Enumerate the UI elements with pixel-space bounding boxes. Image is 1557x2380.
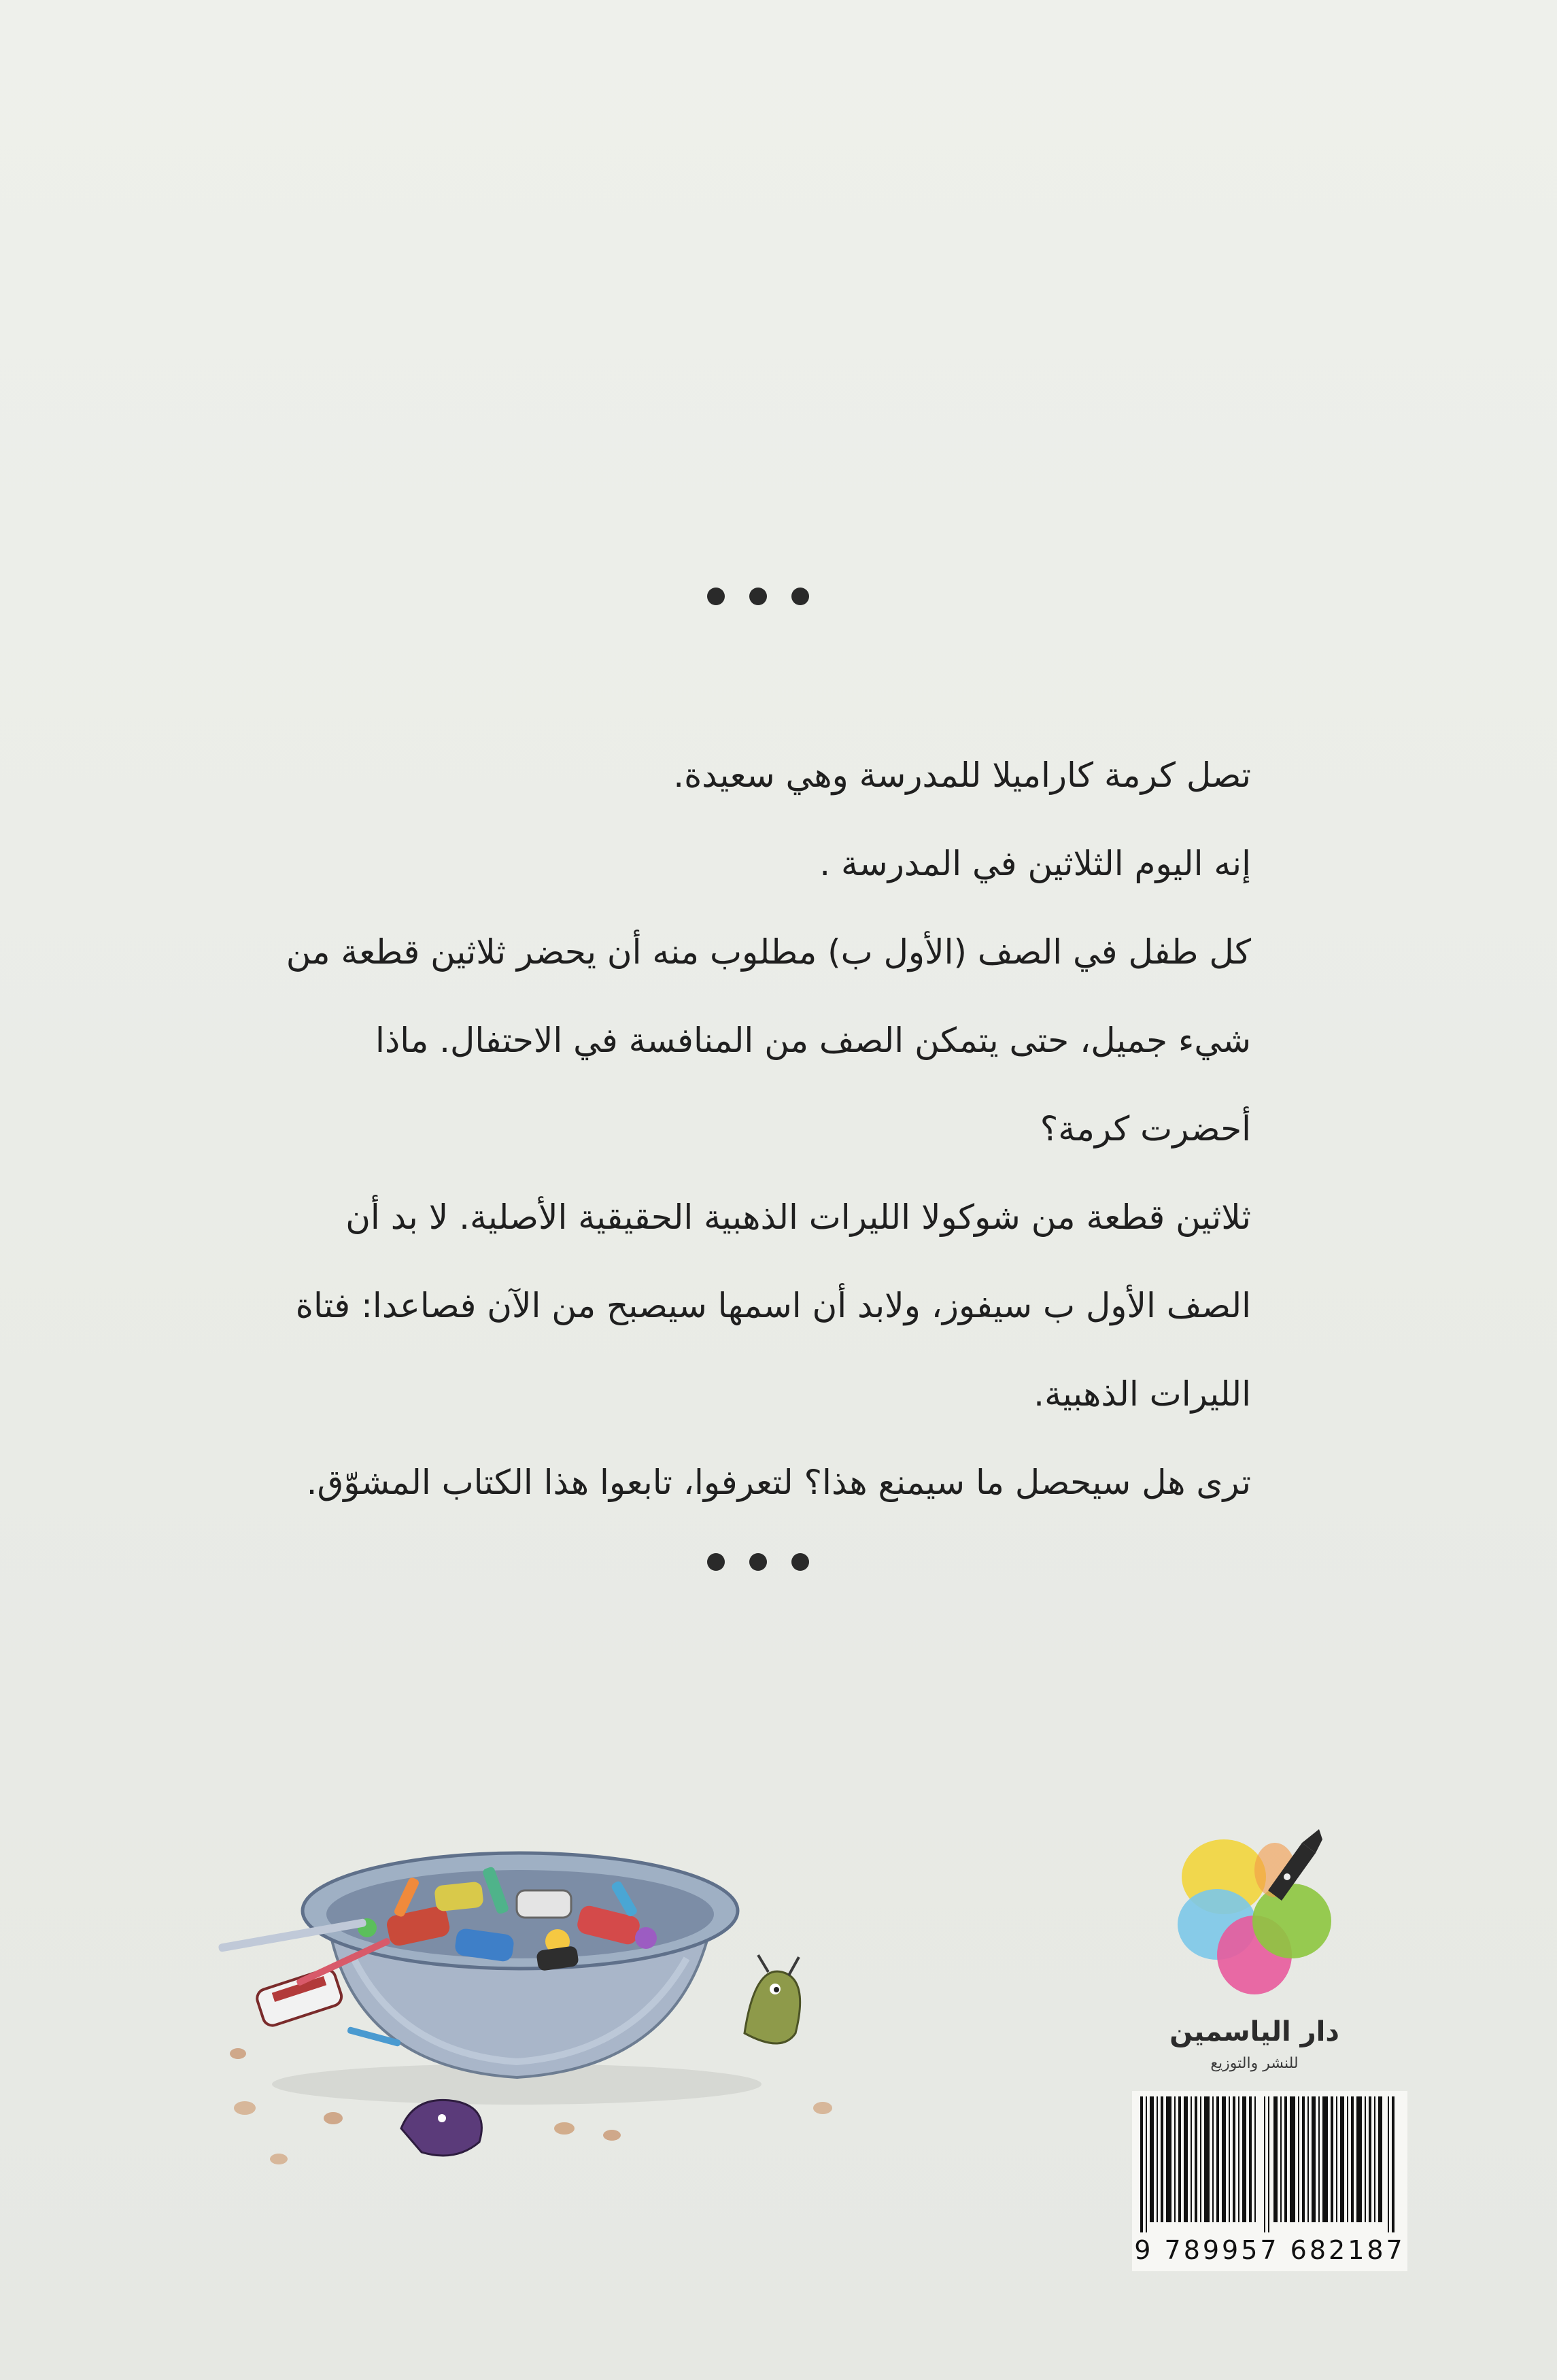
ornament-dots-bottom [707,1552,809,1572]
blurb-paragraph: إنه اليوم الثلاثين في المدرسة . [819,844,1251,883]
blurb-paragraph: ثلاثين قطعة من شوكولا الليرات الذهبية الحقيقية الأصلية. لا بد أن الصف الأول ب سيفوز، ولابد أن اسمها سيصبح من الآن فصاعدا: فتاة الليرات الذهبية. [295,1197,1251,1414]
publisher-logo-icon [1169,1795,1339,2054]
dot [791,1553,809,1571]
dot [707,1553,725,1571]
dot [749,588,767,605]
dot [749,1553,767,1571]
isbn-number: 9 789957 682187 [1134,2235,1405,2265]
dot [791,588,809,605]
blurb-paragraph: ترى هل سيحصل ما سيمنع هذا؟ لتعرفوا، تابعوا هذا الكتاب المشوّق. [306,1463,1251,1502]
back-cover-blurb [258,731,1251,1527]
isbn-barcode [1132,2091,1407,2271]
dot [707,588,725,605]
publisher-subtitle: للنشر والتوزيع [1210,2055,1299,2072]
barcode-bars-icon [1140,2096,1399,2232]
toy-bowl-illustration [197,1809,850,2183]
ornament-dots-top [707,586,809,607]
publisher-name: دار الياسمين [1169,2016,1339,2047]
blurb-paragraph: تصل كرمة كاراميلا للمدرسة وهي سعيدة. [673,755,1251,795]
blurb-paragraph: كل طفل في الصف (الأول ب) مطلوب منه أن يحضر ثلاثين قطعة من شيء جميل، حتى يتمكن الصف من المنافسة في الاحتفال. ماذا أحضرت كرمة؟ [286,932,1251,1149]
